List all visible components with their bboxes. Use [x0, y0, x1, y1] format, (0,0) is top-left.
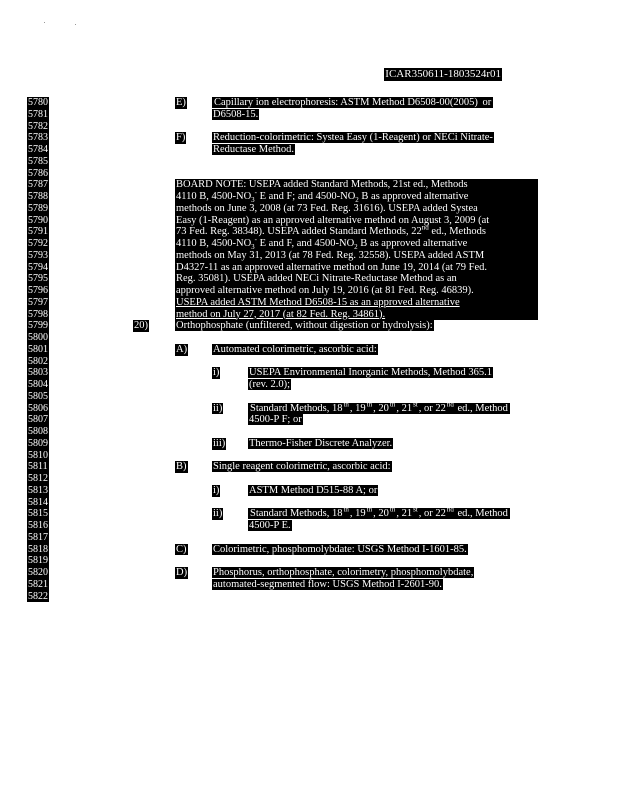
item-text: 4500-P E.: [249, 520, 291, 531]
line-number: 5807: [28, 414, 48, 426]
board-note-line: 73 Fed. Reg. 38348). USEPA added Standard Methods, 22nd ed., Methods: [176, 223, 486, 238]
line-number: 5804: [28, 379, 48, 390]
line-number: 5785: [28, 155, 48, 167]
line-number: 5819: [28, 555, 48, 567]
line-number: 5799: [28, 320, 48, 332]
item-text: Standard Methods, 18th, 19th, 20th, 21st, or 22nd ed., Method: [250, 400, 508, 414]
line-number: 5787: [28, 179, 48, 191]
item-text: Reductase Method.: [213, 144, 295, 155]
line-number: 5802: [28, 355, 48, 367]
line-number: 5794: [28, 261, 48, 273]
board-note-line: methods on May 31, 2013 (at 78 Fed. Reg. 32558). USEPA added ASTM: [176, 249, 485, 261]
line-number: 5811: [28, 461, 48, 473]
item-text: Phosphorus, orthophosphate, colorimetry, phosphomolybdate,: [213, 567, 474, 578]
line-number: 5803: [28, 367, 48, 379]
item-text: Single reagent colorimetric, ascorbic acid:: [213, 461, 391, 473]
board-note-line: Reg. 35081). USEPA added NECi Nitrate-Reductase Method as an: [176, 273, 457, 285]
line-number: 5810: [28, 449, 48, 461]
line-number: 5822: [28, 590, 48, 602]
item-label: F): [176, 132, 186, 144]
line-number: 5796: [28, 285, 48, 296]
item-text: 4500-P F; or: [249, 414, 302, 426]
item-label: ii): [213, 508, 223, 520]
line-number: 5784: [28, 144, 48, 155]
line-number: 5790: [28, 214, 48, 226]
line-number: 5806: [28, 402, 48, 414]
line-number: 5783: [28, 132, 48, 144]
item-text: ASTM Method D515-88 A; or: [249, 484, 378, 496]
board-note: [175, 179, 538, 320]
item-label: B): [176, 461, 187, 473]
board-note-line: BOARD NOTE: USEPA added Standard Methods, 21st ed., Methods: [176, 179, 468, 191]
line-number: 5805: [28, 390, 48, 402]
line-number: 5782: [28, 120, 48, 132]
item-text: Capillary ion electrophoresis: ASTM Method D6508-00(2005) or: [214, 97, 492, 108]
item-text: Automated colorimetric, ascorbic acid:: [213, 343, 377, 355]
item-text: Orthophosphate (unfiltered, without digestion or hydrolysis):: [176, 320, 433, 332]
item-label: 20): [134, 320, 148, 332]
item-text: Thermo-Fisher Discrete Analyzer.: [249, 437, 393, 449]
scan-speck: [75, 24, 76, 25]
item-text: automated-segmented flow: USGS Method I-2601-90.: [213, 578, 442, 590]
line-number: 5820: [28, 567, 48, 578]
board-note-line: 4110 B, $4500-NO_3^-$ E and F; and $4500-NO_2$ B as approved alternative: [176, 188, 469, 205]
line-number: 5809: [28, 437, 48, 449]
line-number: 5793: [28, 249, 48, 261]
item-text: D6508-15.: [213, 108, 259, 120]
board-note-line: 4110 B, $4500-NO_3^-$ E and F, and $4500-NO_2$ B as approved alternative: [176, 235, 468, 252]
line-number: 5789: [28, 202, 48, 214]
item-label: iii): [213, 437, 226, 449]
item-label: ii): [213, 402, 223, 414]
line-number: 5788: [28, 191, 48, 202]
board-note-line: methods on June 3, 2008 (at 73 Fed. Reg. 31616). USEPA added Systea: [176, 202, 478, 214]
line-number: 5798: [28, 308, 48, 320]
board-note-line: D4327-11 as an approved alternative method on June 19, 2014 (at 79 Fed.: [176, 261, 488, 273]
line-number: 5818: [28, 543, 48, 555]
item-text: Standard Methods, 18th, 19th, 20th, 21st, or 22nd ed., Method: [250, 505, 508, 520]
item-label: C): [176, 543, 187, 555]
line-number: 5808: [28, 426, 48, 437]
line-number: 5817: [28, 531, 48, 543]
item-label: A): [176, 343, 188, 355]
item-text: Colorimetric, phosphomolybdate: USGS Method I-1601-85.: [213, 543, 467, 555]
item-text: USEPA Environmental Inorganic Methods, Method 365.1: [249, 367, 492, 379]
board-note-line: method on July 27, 2017 (at 82 Fed. Reg. 34861).: [176, 308, 386, 320]
line-number: 5813: [28, 484, 48, 496]
line-number: 5800: [28, 332, 48, 343]
item-text: Reduction-colorimetric: Systea Easy (1-Reagent) or NECi Nitrate-: [213, 132, 493, 144]
line-number-column: [27, 97, 49, 602]
item-label: E): [176, 97, 186, 108]
item-label: D): [176, 567, 188, 578]
line-number: 5816: [28, 520, 48, 531]
item-text: (rev. 2.0);: [249, 379, 291, 390]
item-label: i): [213, 484, 220, 496]
line-number: 5795: [28, 273, 48, 285]
board-note-line: approved alternative method on July 19, 2016 (at 81 Fed. Reg. 46839).: [176, 285, 474, 296]
line-number: 5815: [28, 508, 48, 520]
line-number: 5786: [28, 167, 48, 179]
line-number: 5791: [28, 226, 48, 238]
scan-speck: [44, 22, 45, 23]
line-number: 5781: [28, 108, 48, 120]
line-number: 5801: [28, 343, 48, 355]
document-code: ICAR350611-1803524r01: [385, 68, 501, 80]
line-number: 5780: [28, 97, 48, 108]
line-number: 5792: [28, 238, 48, 249]
board-note-line: Easy (1-Reagent) as an approved alternative method on August 3, 2009 (at: [176, 214, 490, 226]
line-number: 5821: [28, 578, 48, 590]
line-number: 5814: [28, 496, 48, 508]
board-note-line: USEPA added ASTM Method D6508-15 as an approved alternative: [176, 296, 460, 308]
item-label: i): [213, 367, 220, 379]
line-number: 5812: [28, 473, 48, 484]
line-number: 5797: [28, 296, 48, 308]
